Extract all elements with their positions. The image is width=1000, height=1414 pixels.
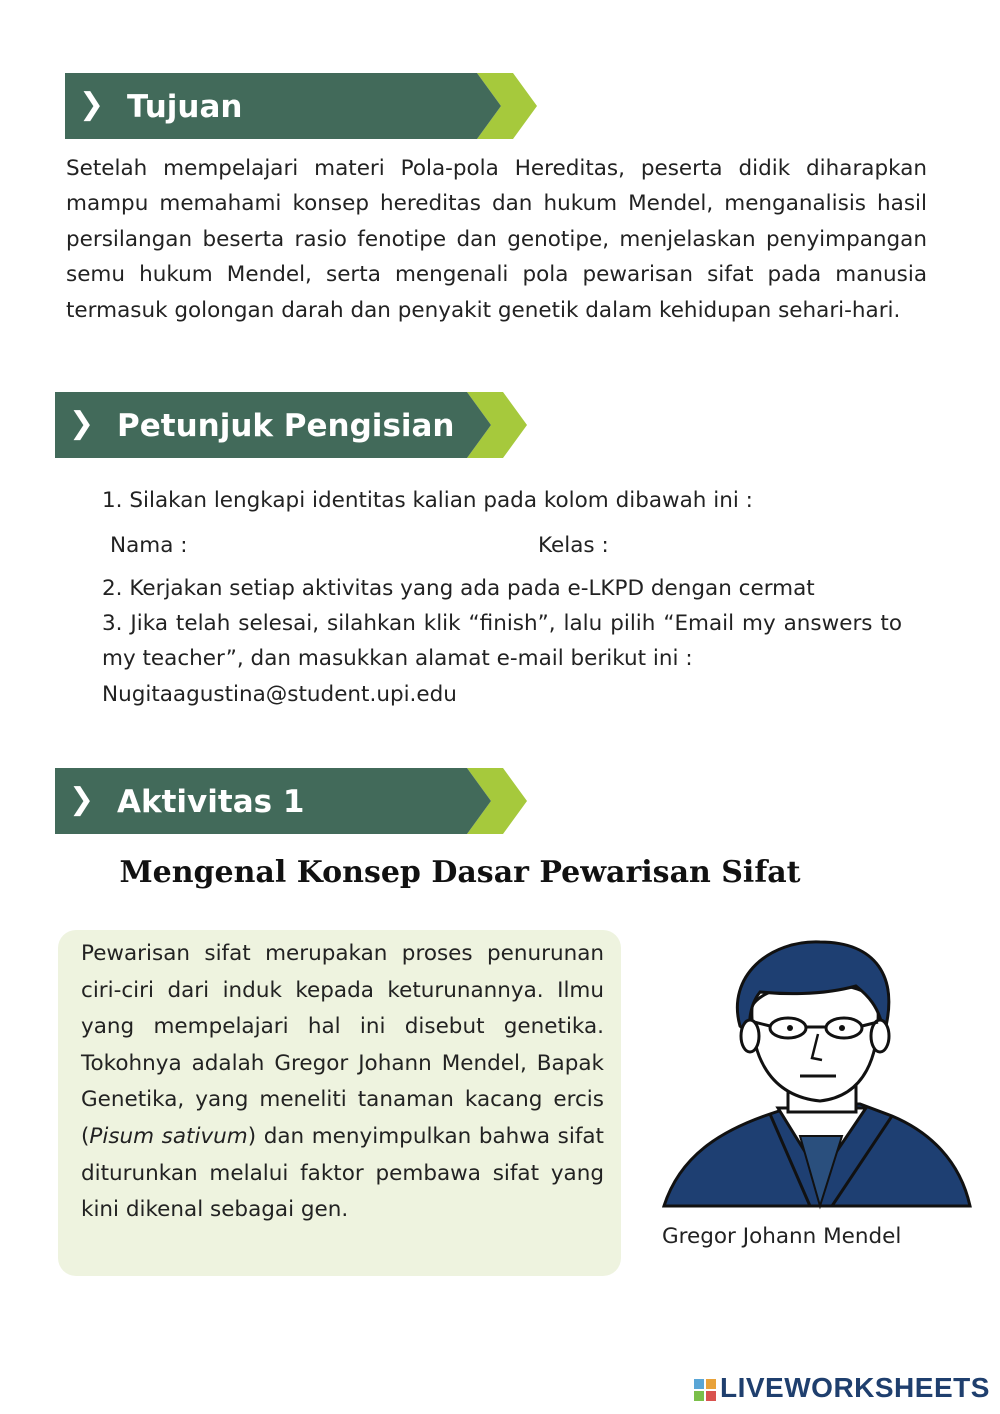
scientific-name: Pisum sativum bbox=[89, 1123, 248, 1149]
mendel-portrait bbox=[660, 936, 972, 1210]
logo-icon bbox=[694, 1379, 716, 1401]
logo-text: LIVEWORKSHEETS bbox=[720, 1372, 990, 1403]
portrait-caption: Gregor Johann Mendel bbox=[662, 1224, 902, 1249]
info-box bbox=[58, 930, 621, 1276]
chevron-right-icon: ❯ bbox=[79, 87, 105, 122]
tujuan-paragraph: Setelah mempelajari materi Pola-pola Hereditas, peserta didik diharapkan mampu memahami konsep hereditas dan hukum Mendel, menganalisis hasil persilangan beserta rasio fenotipe dan genotipe, menjelaskan penyimpangan semu hukum Mendel, serta mengenali pola pewarisan sifat pada manusia termasuk golongan darah dan penyakit genetik dalam kehidupan sehari-hari. bbox=[66, 156, 927, 323]
chevron-right-icon: ❯ bbox=[69, 782, 95, 817]
petunjuk-banner bbox=[55, 392, 527, 458]
info-text bbox=[81, 936, 604, 1229]
email-address: Nugitaagustina@student.upi.edu bbox=[102, 682, 457, 707]
info-text-part: Pewarisan sifat merupakan proses penurunan ciri-ciri dari induk kepada keturunannya. Ilmu yang mempelajari hal ini disebut genetika. Tokohnya adalah Gregor Johann Mendel, Bapak Genetika, yang meneliti tanaman kacang ercis ( bbox=[81, 941, 604, 1149]
section-title: Tujuan bbox=[127, 89, 243, 125]
section-title: Petunjuk Pengisian bbox=[117, 408, 455, 444]
instruction-3: 3. Jika telah selesai, silahkan klik “finish”, lalu pilih “Email my answers to my teacher”, dan masukkan alamat e-mail berikut ini : bbox=[102, 611, 902, 672]
kelas-label: Kelas : bbox=[538, 533, 609, 558]
instruction-2: 2. Kerjakan setiap aktivitas yang ada pada e-LKPD dengan cermat bbox=[102, 576, 815, 601]
instruction-1: 1. Silakan lengkapi identitas kalian pada kolom dibawah ini : bbox=[102, 488, 753, 513]
activity-subtitle: Mengenal Konsep Dasar Pewarisan Sifat bbox=[119, 855, 801, 890]
tujuan-banner bbox=[65, 73, 537, 139]
nama-label: Nama : bbox=[110, 533, 188, 558]
chevron-right-icon: ❯ bbox=[69, 406, 95, 441]
aktivitas-banner bbox=[55, 768, 527, 834]
section-title: Aktivitas 1 bbox=[117, 784, 305, 820]
liveworksheets-logo bbox=[694, 1372, 990, 1404]
info-text-part: ) dan menyimpulkan bahwa sifat diturunkan melalui faktor pembawa sifat yang kini dikenal sebagai gen. bbox=[81, 1123, 604, 1223]
